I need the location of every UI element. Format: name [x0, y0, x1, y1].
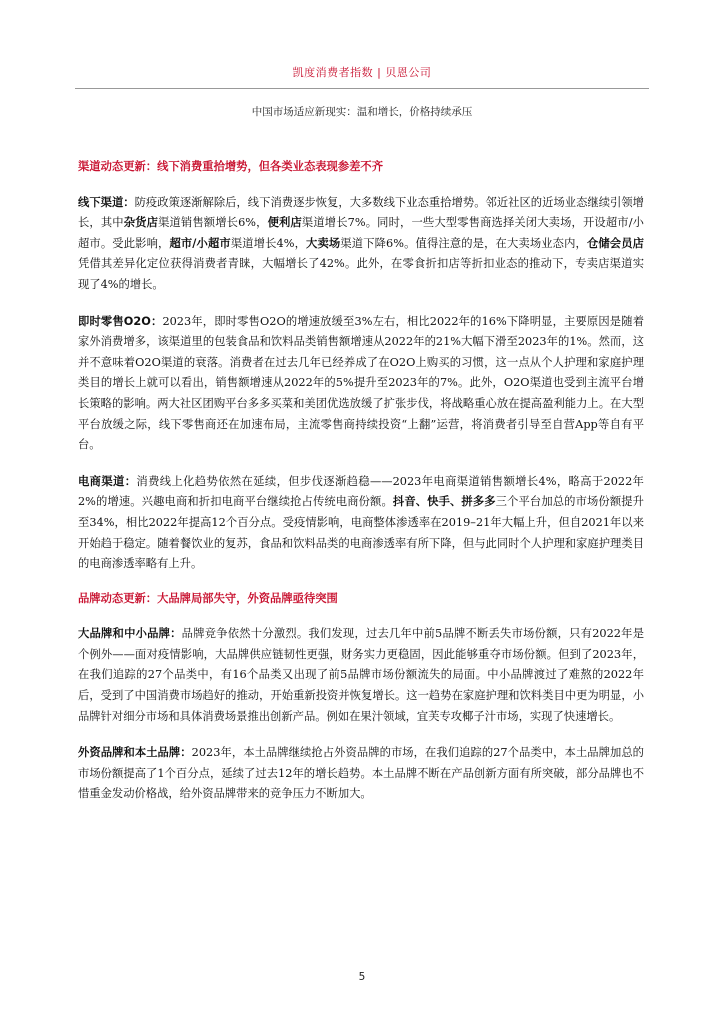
paragraph-text: 消费线上化趋势依然在延续，但步伐逐渐趋稳——2023年电商渠道销售额增长4%，略高于2022年2%的增速。兴趣电商和折扣电商平台继续抢占传统电商份额。	[78, 474, 644, 509]
paragraph-text: 渠道增长4%，	[230, 236, 307, 250]
paragraph-o2o-channel	[78, 312, 644, 456]
header-divider	[75, 88, 649, 89]
section-heading-channel: 渠道动态更新：线下消费重拾增势，但各类业态表现参差不齐	[78, 160, 384, 173]
paragraph-lead: 即时零售O2O：	[78, 314, 163, 328]
paragraph-text: 凭借其差异化定位获得消费者青睐，大幅增长了42%。此外，在零食折扣店等折扣业态的推动下，专卖店渠道实现了4%的增长。	[78, 257, 644, 291]
main-content	[78, 157, 644, 821]
paragraph-lead: 电商渠道：	[78, 474, 137, 488]
bold-term: 大卖场	[306, 236, 341, 250]
bold-term: 仓储会员店	[586, 236, 644, 250]
paragraph-text: 渠道下降6%。值得注意的是，在大卖场业态内，	[340, 236, 587, 250]
paragraph-text: 品牌竞争依然十分激烈。我们发现，过去几年中前5品牌不断丢失市场份额，只有2022年是个例外——面对疫情影响，大品牌供应链韧性更强，财务实力更稳固，因此能够重夺市场份额。但到了2023年，在我们追踪的27个品类中，有16个品类又出现了前5品牌市场份额流失的局面。中小品牌渡过了难熬的2022年后，受到了中国消费市场趋好的推动，开始重新投资并恢复增长。这一趋势在家庭护理和饮料类目中更为明显，小品牌针对细分市场和具体消费场景推出创新产品。例如在果汁领域，宜芙专攻椰子汁市场，实现了快速增长。	[78, 627, 644, 723]
page-number: 5	[358, 971, 366, 983]
header-brand: 凯度消费者指数 | 贝恩公司	[292, 66, 432, 79]
header-subtitle: 中国市场适应新现实：温和增长，价格持续承压	[251, 106, 473, 118]
paragraph-lead: 线下渠道：	[78, 195, 135, 209]
paragraph-ecommerce-channel	[78, 472, 644, 575]
paragraph-lead: 大品牌和中小品牌：	[78, 627, 182, 641]
bold-term: 超市/小超市	[169, 236, 231, 250]
paragraph-text: 2023年，即时零售O2O的增速放缓至3%左右，相比2022年的16%下降明显，主要原因是随着家外消费增多，该渠道里的包装食品和饮料品类销售额增速从2022年的21%大幅下滑至2023年的1%。然而，这并不意味着O2O渠道的衰落。消费者在过去几年已经养成了在O2O上购买的习惯，这一点从个人护理和家庭护理类目的增长上就可以看出，销售额增速从2022年的5%提升至2023年的7%。此外，O2O渠道也受到主流平台增长策略的影响。两大社区团购平台多多买菜和美团优选放缓了扩张步伐，将战略重心放在提高盈利能力上。在大型平台放缓之际，线下零售商还在加速布局，主流零售商持续投资“上翻”运营，将消费者引导至自营App等自有平台。	[78, 314, 644, 452]
paragraph-text: 防疫政策逐渐解除后，线下消费逐步恢复，大多数线下业态重拾增势。邻近社区的近场业态继续引领增长，其中	[78, 195, 644, 230]
paragraph-lead: 外资品牌和本土品牌：	[78, 746, 192, 760]
paragraph-offline-channel	[78, 193, 644, 296]
paragraph-text: 渠道增长7%。同时，一些大型零售商选择关闭大卖场，开设超市/小超市。受此影响，	[78, 216, 644, 250]
bold-term: 便利店	[267, 216, 302, 230]
paragraph-foreign-local-brands	[78, 743, 644, 805]
paragraph-big-small-brands	[78, 624, 644, 727]
paragraph-text: 2023年，本土品牌继续抢占外资品牌的市场，在我们追踪的27个品类中，本土品牌加总的市场份额提高了1个百分点，延续了过去12年的增长趋势。本土品牌不断在产品创新方面有所突破，部分品牌也不惜重金发动价格战，给外资品牌带来的竞争压力不断加大。	[78, 746, 644, 801]
bold-term: 抖音、快手、拼多多	[392, 495, 496, 509]
paragraph-text: 渠道销售额增长6%，	[158, 216, 268, 230]
section-heading-brand: 品牌动态更新：大品牌局部失守，外资品牌亟待突围	[78, 591, 338, 605]
paragraph-text: 三个平台加总的市场份额提升至34%，相比2022年提高12个百分点。受疫情影响，电商整体渗透率在2019–21年大幅上升，但自2021年以来开始趋于稳定。随着餐饮业的复苏，食品和饮料品类的电商渗透率有所下降，但与此同时个人护理和家庭护理类目的电商渗透率略有上升。	[78, 495, 644, 571]
bold-term: 杂货店	[123, 216, 159, 230]
